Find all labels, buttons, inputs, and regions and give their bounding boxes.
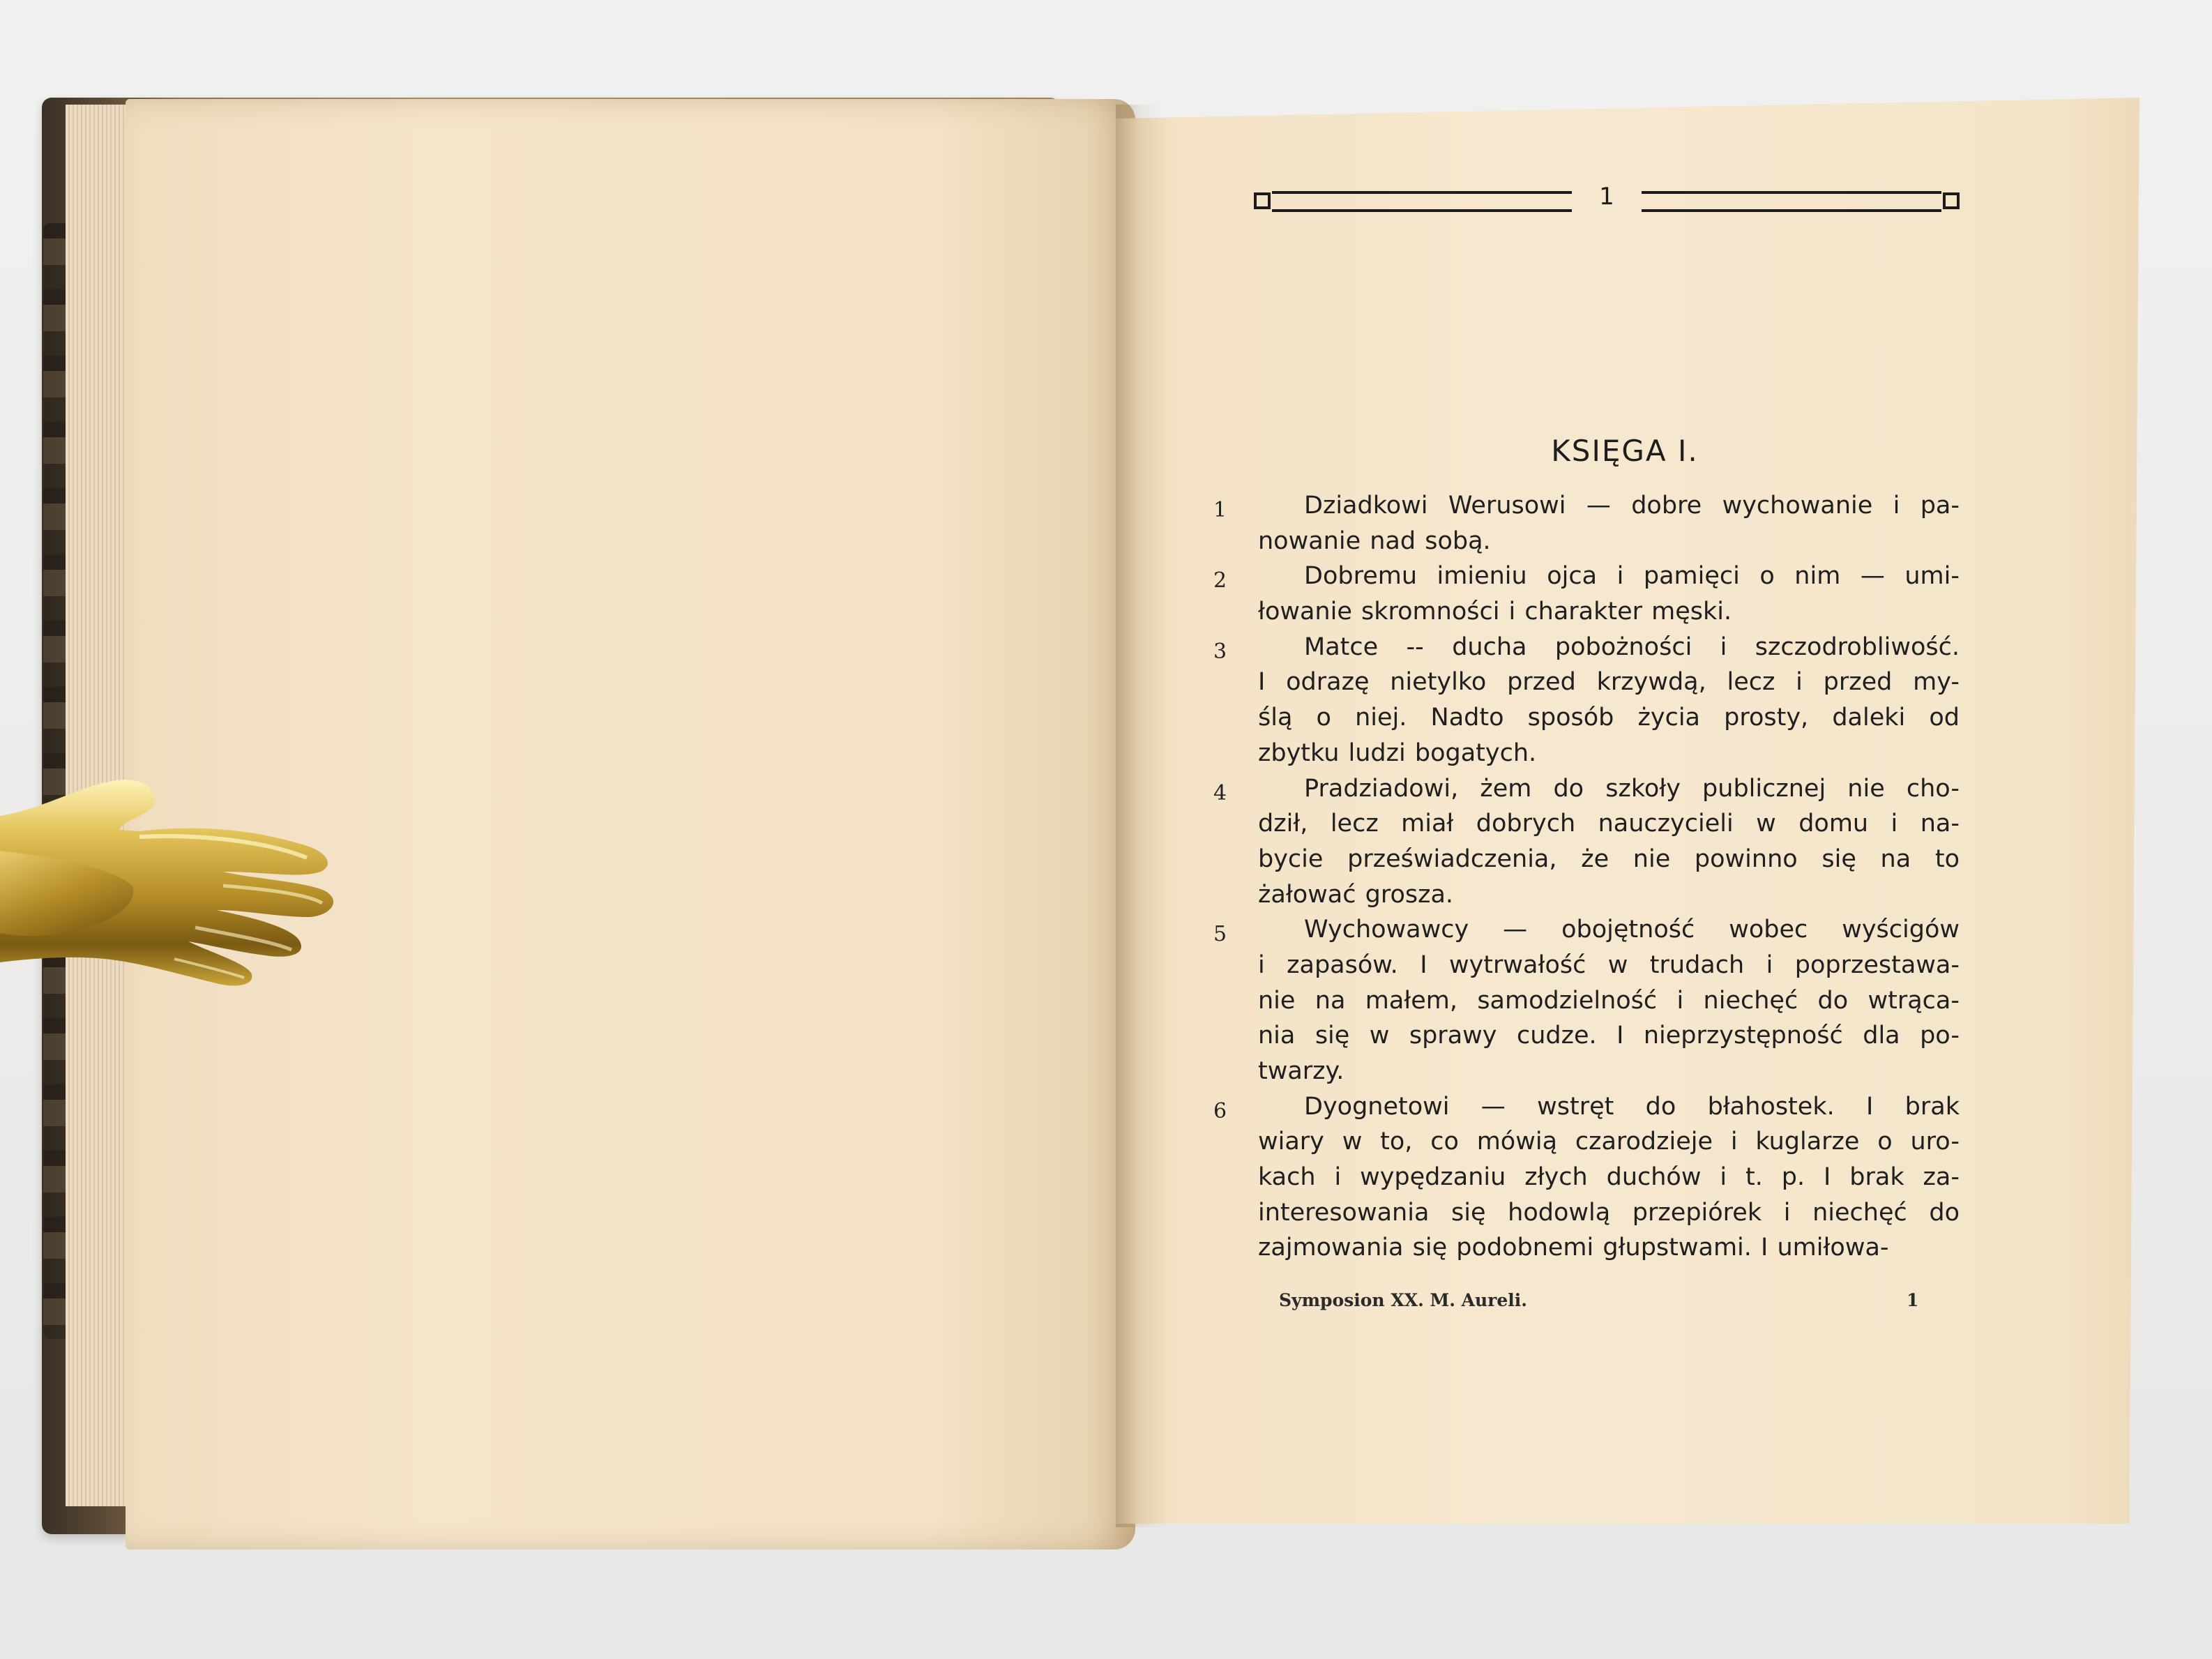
verse	[1213, 912, 1960, 1089]
verse-number: 4	[1213, 780, 1227, 805]
book-gutter	[1116, 105, 1165, 1527]
verse-line: nie na małem, samodzielność i niechęć do wtrąca-	[1258, 986, 1960, 1015]
verse-line: Dyognetowi — wstręt do błahostek. I brak	[1304, 1092, 1960, 1121]
verse	[1213, 488, 1960, 559]
verse-number: 6	[1213, 1098, 1227, 1123]
verse-line: zajmowania się podobnemi głupstwami. I umiłowa-	[1258, 1234, 1889, 1262]
chapter-title: KSIĘGA I.	[1551, 434, 1699, 468]
verse-line: Pradziadowi, żem do szkoły publicznej nie cho-	[1304, 774, 1960, 803]
ornament-rule-right	[1642, 191, 1941, 212]
verse-line: Dziadkowi Werusowi — dobre wychowanie i pa-	[1304, 492, 1960, 520]
verse-line: nia się w sprawy cudze. I nieprzystępność dla po-	[1258, 1022, 1960, 1050]
verse	[1213, 1089, 1960, 1266]
verse-line: nowanie nad sobą.	[1258, 527, 1491, 555]
verse-line: wiary w to, co mówią czarodzieje i kuglarze o uro-	[1258, 1128, 1960, 1156]
verse-line: żałować grosza.	[1258, 880, 1454, 909]
verse-line: ślą o niej. Nadto sposób życia prosty, daleki od	[1258, 704, 1960, 732]
verse	[1213, 559, 1960, 629]
ornament-square-right	[1943, 192, 1960, 209]
header-page-number: 1	[1599, 183, 1614, 211]
footer-signature: Symposion XX. M. Aureli.	[1279, 1290, 1527, 1310]
verse-line: interesowania się hodowlą przepiórek i niechęć do	[1258, 1198, 1960, 1227]
verse-number: 2	[1213, 568, 1227, 593]
verse-line: bycie przeświadczenia, że nie powinno się na to	[1258, 844, 1960, 873]
verse-list	[1213, 488, 1960, 1266]
verse-line: kach i wypędzaniu złych duchów i t. p. I brak za-	[1258, 1163, 1960, 1192]
verse-line: Matce -- ducha pobożności i szczodrobliwość.	[1304, 632, 1960, 661]
verse-line: i zapasów. I wytrwałość w trudach i poprzestawa-	[1258, 950, 1960, 979]
verse-line: twarzy.	[1258, 1057, 1344, 1085]
verse-line: Dobremu imieniu ojca i pamięci o nim — umi-	[1304, 562, 1960, 591]
brass-hand-page-holder-icon	[0, 767, 363, 1046]
verse-number: 3	[1213, 639, 1227, 664]
verse	[1213, 771, 1960, 913]
footer-page-number: 1	[1907, 1290, 1919, 1310]
page-header-ornament	[1254, 185, 1960, 213]
verse-line: łowanie skromności i charakter męski.	[1258, 598, 1732, 626]
verse	[1213, 630, 1960, 771]
verse-line: zbytku ludzi bogatych.	[1258, 738, 1537, 767]
verse-line: dził, lecz miał dobrych nauczycieli w domu i na-	[1258, 810, 1960, 838]
verse-number: 1	[1213, 498, 1227, 522]
verse-number: 5	[1213, 922, 1227, 947]
verse-line: I odrazę nietylko przed krzywdą, lecz i przed my-	[1258, 668, 1960, 697]
verse-line: Wychowawcy — obojętność wobec wyścigów	[1304, 916, 1960, 944]
